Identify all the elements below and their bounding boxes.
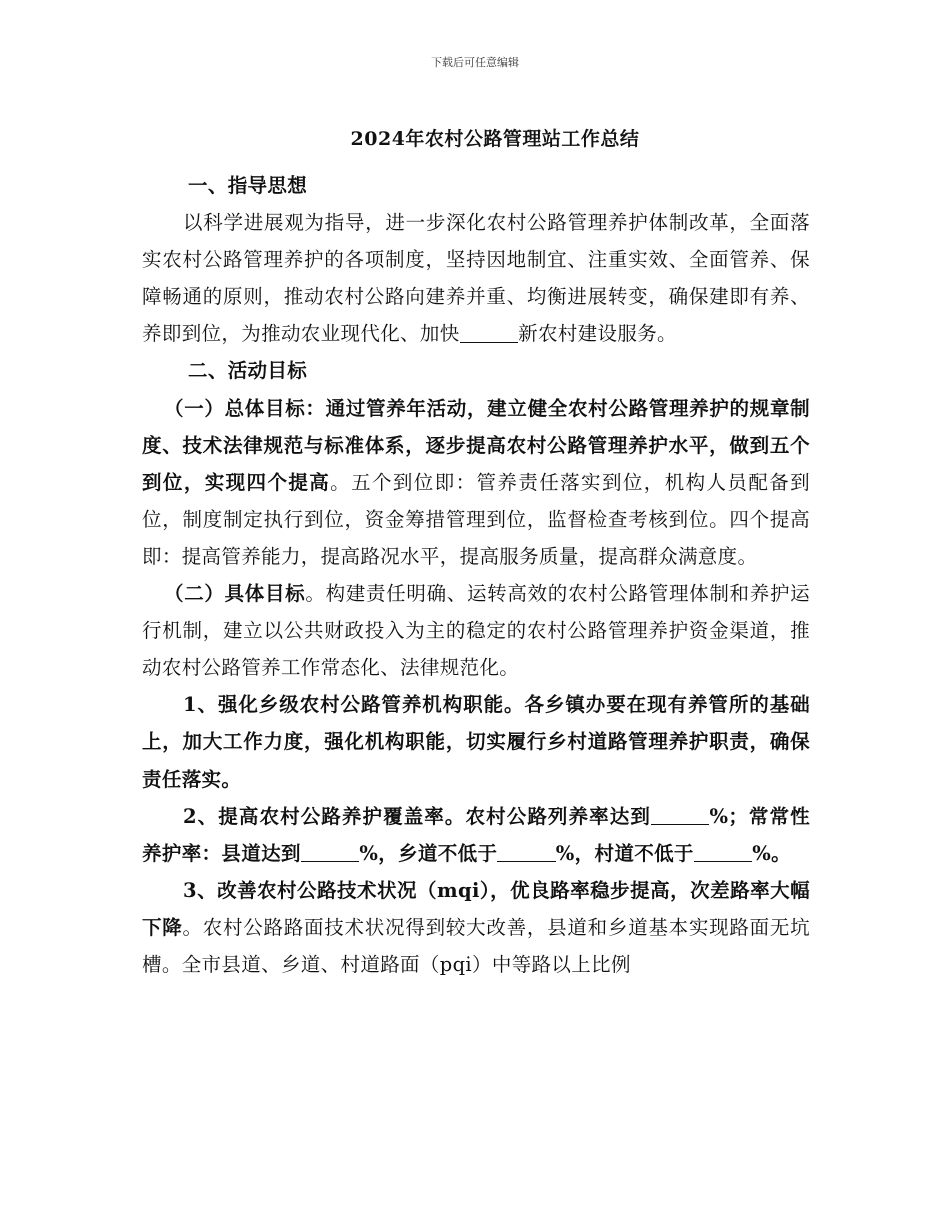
item2-text: %，乡道不低于 bbox=[359, 841, 498, 865]
item3-lead: 3、改善农村公路技术状况（mqi），优良路率稳步提高，次差路率大幅下降 bbox=[142, 878, 810, 939]
paragraph-text: 以科学进展观为指导，进一步深化农村公路管理养护体制改革，全面落实农村公路管理养护的各项制度，坚持因地制宜、注重实效、全面管养、保障畅通的原则，推动农村公路向建养并重、均衡进展转变，确保建即有养、养即到位，为推动农业现代化、加快 bbox=[142, 211, 810, 346]
paragraph-item-3 bbox=[142, 872, 810, 983]
overall-goal-lead: （一）总体目标：通过管养年活动，建立健全农村公路管理养护的规章制度、技术法律规范与标准体系，逐步提高农村公路管理养护水平，做到五个到位，实现四个提高 bbox=[142, 396, 810, 494]
paragraph-overall-goal bbox=[142, 390, 810, 575]
paragraph-specific-goal bbox=[142, 575, 810, 686]
header-note: 下载后可任意编辑 bbox=[431, 56, 519, 69]
paragraph-item-1: 1、强化乡级农村公路管养机构职能。各乡镇办要在现有养管所的基础上，加大工作力度，强化机构职能，切实履行乡村道路管理养护职责，确保责任落实。 bbox=[142, 693, 810, 791]
item2-text: 2、提高农村公路养护覆盖率。农村公路列养率达到 bbox=[183, 804, 651, 828]
fill-blank bbox=[460, 322, 519, 343]
item2-text: %；常常性养护率：县道达到 bbox=[142, 804, 810, 865]
item2-text: %，村道不低于 bbox=[555, 841, 694, 865]
paragraph-item-2 bbox=[142, 798, 810, 872]
fill-blank bbox=[694, 842, 753, 863]
paragraph-guiding-ideology bbox=[142, 204, 810, 352]
fill-blank bbox=[497, 842, 556, 863]
paragraph-text: 新农村建设服务。 bbox=[518, 322, 677, 346]
item2-text: %。 bbox=[752, 841, 792, 865]
fill-blank bbox=[651, 804, 710, 825]
item3-text: 。农村公路路面技术状况得到较大改善，县道和乡道基本实现路面无坑槽。全市县道、乡道、村道路面（pqi）中等路以上比例 bbox=[142, 915, 810, 976]
document-body bbox=[142, 167, 810, 983]
section-heading-guiding-ideology: 一、指导思想 bbox=[188, 174, 308, 197]
specific-goal-text: 。构建责任明确、运转高效的农村公路管理体制和养护运行机制，建立以公共财政投入为主的稳定的农村公路管理养护资金渠道，推动农村公路管养工作常态化、法律规范化。 bbox=[142, 582, 810, 680]
overall-goal-text: 。五个到位即：管养责任落实到位，机构人员配备到位，制度制定执行到位，资金筹措管理到位，监督检查考核到位。四个提高即：提高管养能力，提高路况水平，提高服务质量，提高群众满意度。 bbox=[142, 470, 810, 568]
section-heading-activity-goals: 二、活动目标 bbox=[188, 359, 308, 383]
fill-blank bbox=[301, 842, 360, 863]
specific-goal-lead: （二）具体目标 bbox=[164, 582, 306, 606]
document-title: 2024年农村公路管理站工作总结 bbox=[350, 128, 640, 150]
